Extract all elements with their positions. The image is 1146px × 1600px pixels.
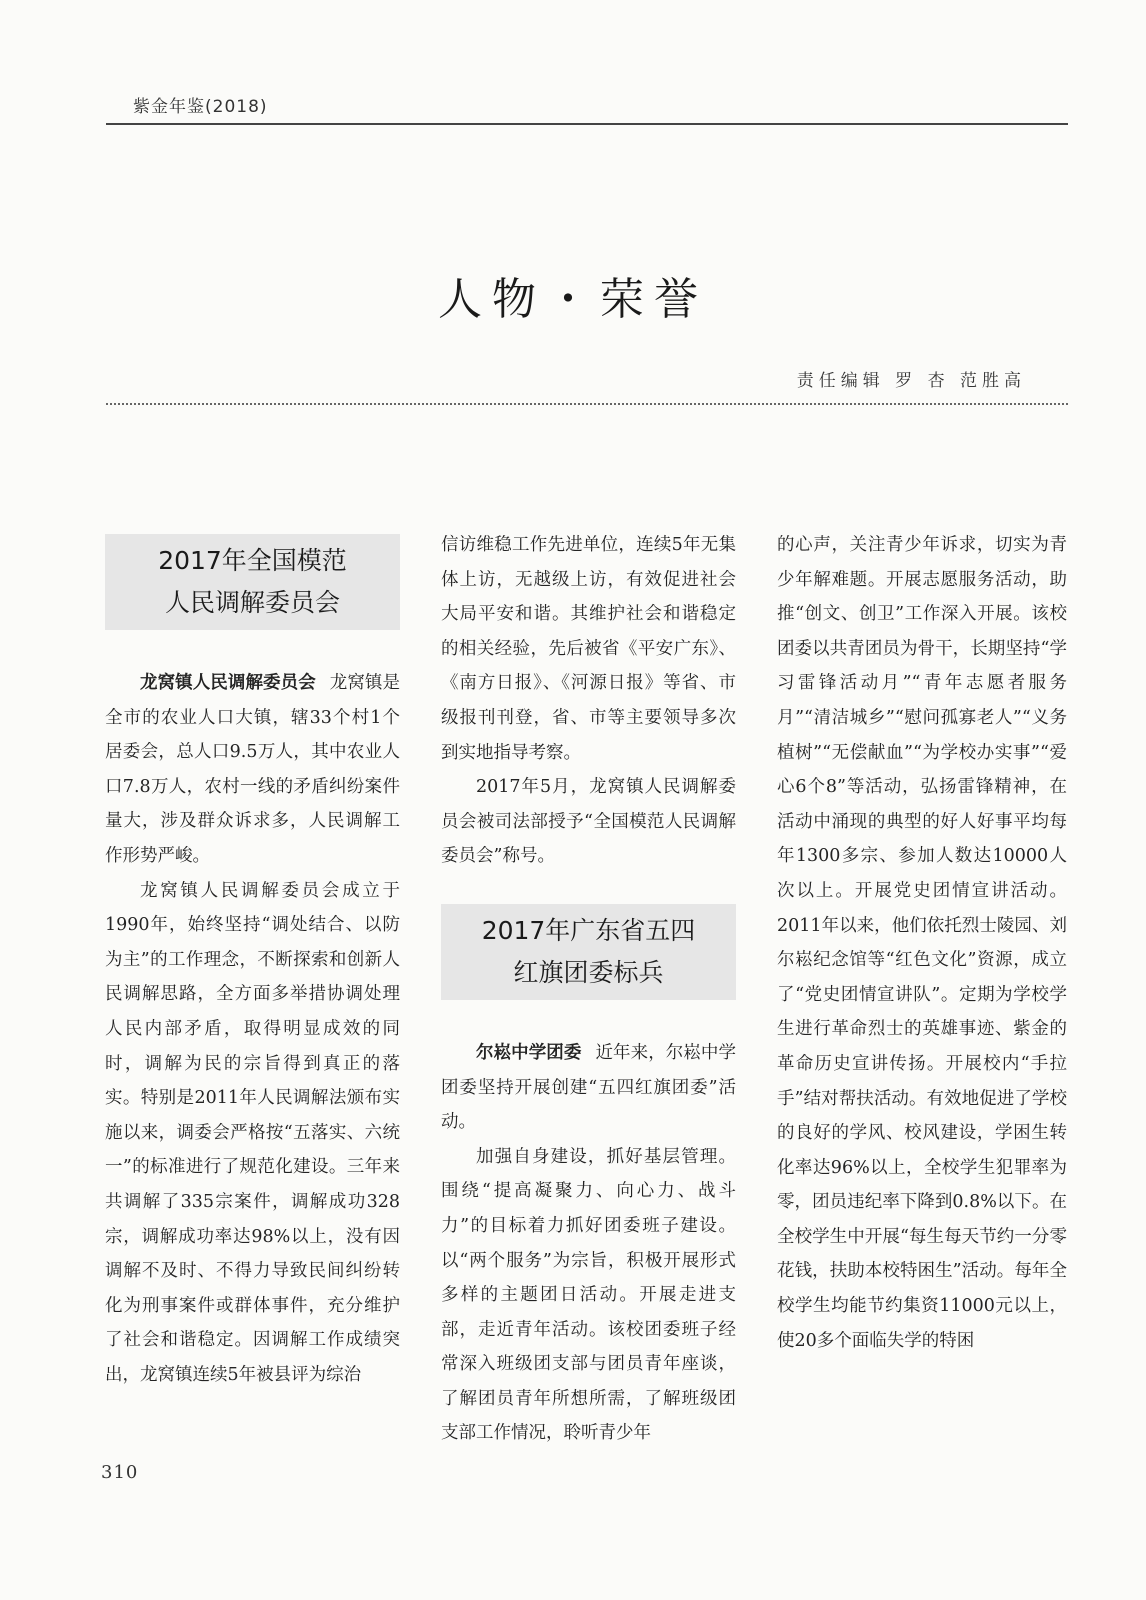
article-1-paragraph-3: 2017年5月，龙窝镇人民调解委员会被司法部授予“全国模范人民调解委员会”称号。 (441, 777, 736, 867)
editors-credit: 责任编辑 罗 杏 范胜高 (796, 371, 1026, 391)
article-2-paragraph-2-continued: 的心声，关注青少年诉求，切实为青少年解难题。开展志愿服务活动，助推“创文、创卫”工作深入开展。该校团委以共青团员为骨干，长期坚持“学习雷锋活动月”“青年志愿者服务月”“清洁城乡”“慰问孤寡老人”“义务植树”“无偿献血”“为学校办实事”“爱心6个8”等活动，弘扬雷锋精神，在活动中涌现的典型的好人好事平均每年1300多宗、参加人数达10000人次以上。开展党史团情宣讲活动。2011年以来，他们依托烈士陵园、刘尔崧纪念馆等“红色文化”资源，成立了“党史团情宣讲队”。定期为学校学生进行革命烈士的英雄事迹、紫金的革命历史宣讲传扬。开展校内“手拉手”结对帮扶活动。有效地促进了学校的良好的学风、校风建设，学困生转化率达96%以上，全校学生犯罪率为零，团员违纪率下降到0.8%以下。在全校学生中开展“每生每天节约一分零花钱，扶助本校特困生”活动。每年全校学生均能节约集资11000元以上，使20多个面临失学的特困 (777, 535, 1067, 1351)
article-2-heading-line-2: 红旗团委标兵 (513, 957, 664, 987)
article-1-heading (105, 534, 400, 630)
article-2-paragraph-2: 加强自身建设，抓好基层管理。围绕“提高凝聚力、向心力、战斗力”的目标着力抓好团委班子建设。以“两个服务”为宗旨，积极开展形式多样的主题团日活动。开展走进支部，走近青年活动。该校团委班子经常深入班级团支部与团员青年座谈，了解团员青年所想所需，了解班级团支部工作情况，聆听青少年 (441, 1146, 736, 1444)
column-1 (105, 528, 400, 1392)
article-1-heading-line-2: 人民调解委员会 (164, 588, 340, 617)
article-1-heading-line-1: 2017年全国模范 (158, 546, 347, 575)
article-2-heading-line-1: 2017年广东省五四 (481, 915, 696, 945)
article-1-paragraph-2-continued: 信访维稳工作先进单位，连续5年无集体上访，无越级上访，有效促进社会大局平安和谐。其维护社会和谐稳定的相关经验，先后被省《平安广东》、《南方日报》、《河源日报》等省、市级报刊刊登，省、市等主要领导多次到实地指导考察。 (441, 535, 736, 763)
article-1-paragraph-1 (105, 666, 400, 874)
running-head: 紫金年鉴(2018) (133, 97, 268, 117)
column-2 (441, 528, 736, 1451)
article-1-paragraph-2: 龙窝镇人民调解委员会成立于1990年，始终坚持“调处结合、以防为主”的工作理念，不断探索和创新人民调解思路，全方面多举措协调处理人民内部矛盾，取得明显成效的同时，调解为民的宗旨得到真正的落实。特别是2011年人民调解法颁布实施以来，调委会严格按“五落实、六统一”的标准进行了规范化建设。三年来共调解了335宗案件，调解成功328宗，调解成功率达98%以上，没有因调解不及时、不得力导致民间纠纷转化为刑事案件或群体事件，充分维护了社会和谐稳定。因调解工作成绩突出，龙窝镇连续5年被县评为综治 (105, 880, 400, 1385)
page-number: 310 (101, 1462, 139, 1483)
article-2-heading (441, 904, 736, 1000)
column-3 (777, 528, 1067, 1358)
section-title: 人物・荣誉 (438, 274, 708, 325)
header-rule (106, 123, 1068, 125)
article-1-p1-text: 龙窝镇是全市的农业人口大镇，辖33个村1个居委会，总人口9.5万人，其中农业人口7.8万人，农村一线的矛盾纠纷案件量大，涉及群众诉求多，人民调解工作形势严峻。 (105, 673, 401, 866)
dotted-divider (106, 403, 1068, 405)
article-2-p1-text: 近年来，尔崧中学团委坚持开展创建“五四红旗团委”活动。 (441, 1042, 737, 1133)
article-2-lead: 尔崧中学团委 (476, 1042, 582, 1063)
article-2-paragraph-1 (441, 1036, 736, 1140)
article-1-lead: 龙窝镇人民调解委员会 (140, 673, 316, 693)
